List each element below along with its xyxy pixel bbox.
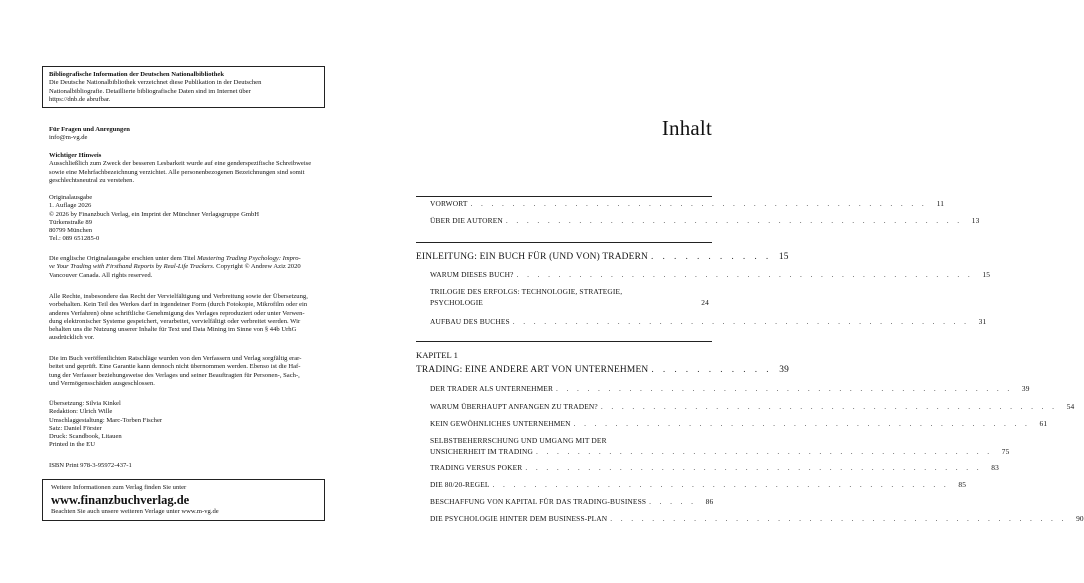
disclaimer-line: Die im Buch veröffentlichten Ratschläge wurden von den Verfassern und Verlag sorgfältig erar- <box>49 355 302 362</box>
toc-entry-page: 90 <box>1076 514 1084 523</box>
original-line-3: Vancouver Canada. All rights reserved. <box>49 271 153 279</box>
chapter-label: KAPITEL 1 <box>416 350 458 360</box>
contact-block <box>49 126 339 143</box>
toc-entry-page: 24 <box>701 298 709 307</box>
notice-line: sowie eine Mehrfachbezeichnung verzichtet. Alle personenbezogenen Bezeichnungen sind somit <box>49 168 305 176</box>
toc-entry[interactable] <box>430 270 991 280</box>
biblio-heading: Bibliografische Information der Deutschen Nationalbibliothek <box>49 71 224 78</box>
leader-dots: . . . . . . . . . . . . . . . . . . . . . . . . . . . . . . . . . . . . . . . . . . . . <box>600 402 1058 411</box>
leader-dots: . . . . . <box>649 497 697 506</box>
original-line-1 <box>49 255 339 263</box>
toc-entry[interactable] <box>430 497 714 507</box>
notice-heading: Wichtiger Hinweis <box>49 152 102 159</box>
toc-entry-page: 61 <box>1039 419 1048 428</box>
toc-entry-page: 15 <box>982 270 991 279</box>
toc-entry[interactable] <box>430 402 1075 412</box>
notice-line: geschlechtsneutral zu verstehen. <box>49 176 135 184</box>
toc-entry[interactable] <box>430 384 1030 394</box>
leader-dots: . . . . . . . . . . . . . . . . . . . . . . . . . . . . . . . . . . . . . . . . . . . . <box>525 463 982 472</box>
edition-line: 1. Auflage 2026 <box>49 202 92 210</box>
toc-entry-page: 75 <box>1001 447 1010 456</box>
edition-line: Tel.: 089 651285-0 <box>49 235 100 243</box>
toc-entry-title: DIE PSYCHOLOGIE HINTER DEM BUSINESS-PLAN <box>430 514 608 523</box>
disclaimer-line: und Vermögensschäden ausgeschlossen. <box>49 379 155 387</box>
leader-dots: . . . . . . . . . . . . . . . . . . . . . . . . . . . . . . . . . . . . . . . . . . . . <box>556 384 1013 393</box>
divider-rule <box>416 341 712 342</box>
toc-entry-title: DIE 80/20-REGEL <box>430 480 490 489</box>
original-prefix: Die englische Originalausgabe erschien unter dem Titel <box>49 255 198 262</box>
publisher-url[interactable]: www.finanzbuchverlag.de <box>51 493 190 508</box>
leader-dots: . . . . . . . . . . . . . . . . . . . . . . . . . . . . . . . . . . . . . . . . . . . . <box>512 317 970 326</box>
biblio-line: Die Deutsche Nationalbibliothek verzeichnet diese Publikation in der Deutschen <box>49 79 262 87</box>
rights-line: behalten uns die Nutzung unserer Inhalte für Text und Data Mining im Sinne von § 44b UrhG <box>49 326 297 334</box>
original-title-2: ve Your Trading with Firsthand Reports by Real-Life Trackers. <box>49 263 215 271</box>
toc-entry-continuation[interactable] <box>430 447 1010 457</box>
toc-entry-page: 13 <box>971 216 980 225</box>
leader-dots: . . . . . . . . . . . . . . . . . . . . . . . . . . . . . . . . . . . . . . . . . . . . <box>470 199 928 208</box>
toc-entry-title: VORWORT <box>430 199 468 208</box>
toc-entry-continuation[interactable] <box>430 298 709 308</box>
toc-entry-page: 39 <box>779 365 789 375</box>
rights-line: Alle Rechte, insbesondere das Recht der Vervielfältigung und Verbreitung sowie der Übersetzung, <box>49 293 308 300</box>
toc-entry[interactable] <box>430 419 1048 429</box>
divider-rule <box>416 242 712 243</box>
toc-entry[interactable] <box>430 480 967 490</box>
toc-entry[interactable] <box>430 287 709 297</box>
biblio-line: Nationalbibliografie. Detaillierte bibliografische Daten sind im Internet über <box>49 87 251 95</box>
biblio-line: https://dnb.de abrufbar. <box>49 95 111 103</box>
leader-dots: . . . . . . . . . . . . . . . . . . . . . . . . . . . . . . . . . . . . . . . . . . . . <box>535 447 993 456</box>
toc-entry-page: 39 <box>1021 384 1030 393</box>
toc-entry[interactable] <box>430 317 987 327</box>
toc-entry-title: PSYCHOLOGIE <box>430 298 483 307</box>
toc-entry[interactable] <box>430 436 709 446</box>
toc-entry-page: 54 <box>1066 402 1075 411</box>
contact-heading: Für Fragen und Anregungen <box>49 126 130 133</box>
leader-dots: . . . . . . . . . . . <box>651 365 772 375</box>
credit-line: Printed in the EU <box>49 441 95 449</box>
edition-line: Originalausgabe <box>49 194 93 201</box>
toc-entry-title: SELBSTBEHERRSCHUNG UND UMGANG MIT DER <box>430 436 607 445</box>
leader-dots: . . . . . . . . . . . . . . . . . . . . . . . . . . . . . . . . . . . . . . . . . . . . <box>516 270 974 279</box>
leader-dots: . . . . . . . . . . . . . . . . . . . . . . . . . . . . . . . . . . . . . . . . . . . . <box>573 419 1031 428</box>
rights-line: anderes Verfahren) ohne schriftliche Genehmigung des Verlages reproduziert oder unter Verwen- <box>49 309 305 317</box>
leader-dots: . . . . . . . . . . . <box>651 252 772 262</box>
toc-entry-title: WARUM DIESES BUCH? <box>430 270 514 279</box>
toc-entry-title: DER TRADER ALS UNTERNEHMER <box>430 384 554 393</box>
bibliographic-info-box <box>42 66 325 108</box>
leader-dots: . . . . . . . . . . . . . . . . . . . . . . . . . . . . . . . . . . . . . . . . . . . . <box>492 480 950 489</box>
credit-line: Umschlaggestaltung: Marc-Torben Fischer <box>49 416 163 424</box>
toc-section-entry[interactable] <box>416 364 789 376</box>
toc-entry-page: 31 <box>978 317 987 326</box>
toc-entry-title: TRADING VERSUS POKER <box>430 463 523 472</box>
leader-dots: . . . . . . . . . . . . . . . . . . . . . . . . . . . . . . . . . . . . . . . . . . . . <box>505 216 963 225</box>
disclaimer-line: beitet und geprüft. Eine Garantie kann dennoch nicht übernommen werden. Ebenso ist die Haf- <box>49 363 301 371</box>
toc-title: Inhalt <box>661 116 712 140</box>
toc-section-entry[interactable] <box>416 251 789 263</box>
edition-line: 80799 München <box>49 227 93 235</box>
toc-entry-title: KEIN GEWÖHNLICHES UNTERNEHMEN <box>430 419 571 428</box>
toc-entry-page: 11 <box>936 199 945 208</box>
rights-line: ausdrücklich vor. <box>49 334 95 342</box>
rights-block <box>49 293 339 343</box>
rights-line: dung elektronischer Systeme gespeichert, verarbeitet, vervielfältigt oder verbreitet werden. Wir <box>49 317 301 325</box>
publisher-info-box <box>42 479 325 521</box>
toc-entry-title: TRADING: EINE ANDERE ART VON UNTERNEHMEN <box>416 365 649 375</box>
contact-email: info@m-vg.de <box>49 134 88 142</box>
rights-line: vorbehalten. Kein Teil des Werkes darf in irgendeiner Form (durch Fotokopie, Mikrofilm oder ein <box>49 301 308 309</box>
toc-entry-title: EINLEITUNG: EIN BUCH FÜR (UND VON) TRADERN <box>416 252 648 262</box>
leader-dots: . . . . . . . . . . . . . . . . . . . . . . . . . . . . . . . . . . . . . . . . . . . . <box>610 514 1067 523</box>
toc-entry[interactable] <box>430 199 945 209</box>
original-title-1: Mastering Trading Psychology: Impro- <box>197 255 301 262</box>
edition-line: Türkenstraße 89 <box>49 218 93 226</box>
toc-entry-title: TRILOGIE DES ERFOLGS: TECHNOLOGIE, STRATEGIE, <box>430 287 623 296</box>
toc-entry-title: BESCHAFFUNG VON KAPITAL FÜR DAS TRADING-BUSINESS <box>430 497 647 506</box>
toc-entry-title: AUFBAU DES BUCHES <box>430 317 510 326</box>
original-line-2 <box>49 263 339 271</box>
imprint-page <box>0 0 375 583</box>
disclaimer-line: tung der Verfasser beziehungsweise des Verlages und seiner Beauftragten für Personen-, Sach-, <box>49 371 300 379</box>
toc-entry-page: 15 <box>778 252 789 262</box>
notice-line: Ausschließlich zum Zweck der besseren Lesbarkeit wurde auf eine genderspezifische Schreibweise <box>49 160 312 168</box>
toc-entry[interactable] <box>430 514 1084 524</box>
toc-entry-page: 83 <box>991 463 999 472</box>
credit-line: Redaktion: Ulrich Wille <box>49 408 113 416</box>
edition-line: © 2026 by Finanzbuch Verlag, ein Imprint der Münchner Verlagsgruppe GmbH <box>49 210 260 218</box>
toc-entry-title: UNSICHERHEIT IM TRADING <box>430 447 533 456</box>
isbn: ISBN Print 978-3-95972-437-1 <box>49 462 132 469</box>
disclaimer-block <box>49 355 339 388</box>
toc-entry[interactable] <box>430 463 999 473</box>
original-edition-block <box>49 255 339 280</box>
toc-entry-title: ÜBER DIE AUTOREN <box>430 216 503 225</box>
notice-block <box>49 152 339 185</box>
toc-entry-page: 85 <box>958 480 967 489</box>
toc-entry[interactable] <box>430 216 980 226</box>
credit-line: Druck: Scandbook, Litauen <box>49 433 122 441</box>
publisher-line: Weitere Informationen zum Verlag finden Sie unter <box>51 484 187 491</box>
original-copyright: Copyright © Andrew Aziz 2020 <box>214 263 301 271</box>
toc-entry-title: WARUM ÜBERHAUPT ANFANGEN ZU TRADEN? <box>430 402 598 411</box>
credit-line: Satz: Daniel Förster <box>49 424 102 432</box>
credit-line: Übersetzung: Silvia Kinkel <box>49 400 121 407</box>
edition-block <box>49 194 339 244</box>
toc-entry-page: 86 <box>705 497 714 506</box>
publisher-line: Beachten Sie auch unsere weiteren Verlage unter www.m-vg.de <box>51 508 219 516</box>
divider-rule <box>416 196 712 197</box>
credits-block <box>49 400 339 450</box>
